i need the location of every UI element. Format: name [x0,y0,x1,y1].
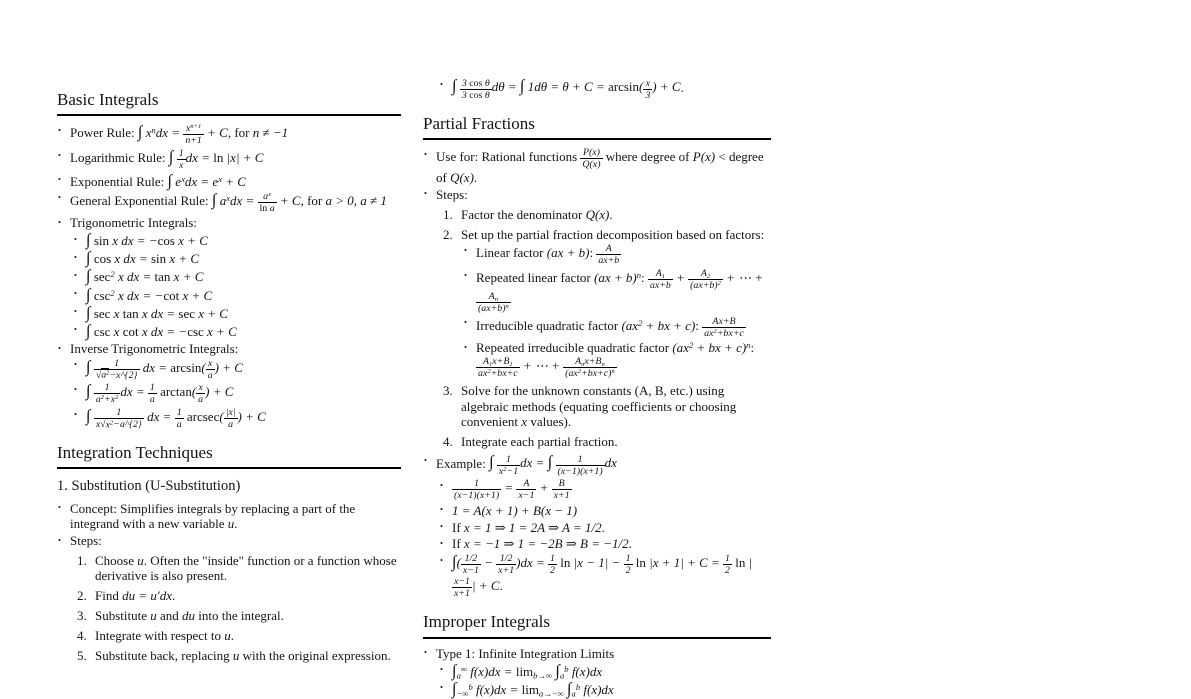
math-expression [702,315,746,339]
math-expression: ($ax^2$ + bx + c)$^n$ [672,340,751,356]
integral-sign: ∫ [452,552,457,572]
list-item-text: Linear factor (ax + b): $\frac{A}{ax+b}$ [476,243,620,267]
list-item-text [86,284,213,304]
math-expression: x = −1 ⇒ 1 = −2B ⇒ B = −1/2 [463,536,629,552]
list-item [423,187,771,449]
list-item-text [86,381,234,406]
math-expression: u [150,607,157,623]
math-expression: ∫ $\frac{1}{x√x^2-a\^{}\{2\}}$ dx = $\frac{1}{a}$ arcsec( $\frac{|x|}{a}$ ) + C [86,405,266,431]
list-item-text: Trigonometric Integrals: [70,215,197,231]
list-item [57,170,401,190]
fraction: $\frac{a^x}{\text{ln a}}$ [259,190,275,214]
fraction: $\frac{A_nx+B_n}{(ax^2+bx+c)^n}$ [565,355,615,379]
bullet-list [423,646,771,698]
fraction: $\frac{A}{x-1}$ [518,478,535,502]
list-item [57,191,401,214]
list-item-text: Example: ∫ $\frac{1}{x^2-1}$ dx = ∫ $\frac{1}{(x-1)(x+1)}$ dx [436,452,617,477]
list-item [436,434,771,449]
list-item-text: Inverse Trigonometric Integrals: [70,340,239,356]
list-item [436,207,771,222]
math-expression: x = 1 ⇒ 1 = 2A ⇒ A = 1/2 [463,519,602,535]
math-expression: 1 = A(x + 1) + B(x − 1) [452,502,578,518]
fraction: $\frac{1}{2}$ [625,553,631,577]
list-item [57,341,401,430]
list-item-text: Concept: Simplifies integrals by replacing a part of the integrand with a new variable u. [70,500,356,532]
integral-sign: ∫ [452,76,457,96]
fraction: $\frac{A_n}{(ax+b)^n}$ [478,291,509,315]
fraction: • $\frac{1}{(x-1)(x+1)}$ [454,478,500,502]
fraction: $\frac{x-1}{x+1}$ [454,576,470,600]
list-item [439,660,771,680]
math-expression: ∫ $\csc^2 x$ dx = −cot x + C [86,284,213,304]
math-expression: ∫ $\frac{1}{√a^2-x\^{}\{2\}}$ dx = arcsin( $\frac{x}{a}$ ) + C [86,356,243,381]
integral-sign: ∫ [86,284,91,304]
section-heading: Improper Integrals [423,612,771,638]
list-item [57,501,401,532]
list-item-text: Integrate with respect to u. [95,627,234,643]
math-expression: ∫ $\frac{1}{a^2+x^2}$ dx = $\frac{1}{a}$ arctan( $\frac{x}{a}$ ) + C [86,381,234,406]
math-expression [580,146,602,171]
integral-sign: ∫ [86,381,91,401]
list-item [463,268,771,314]
list-item-text: Substitute back, replacing u with the original expression. [95,647,391,663]
fraction: $\frac{A_1x+B_1}{ax^2+bx+c}$ [478,355,518,379]
integral-sign: ∫ [86,266,91,286]
list-item-text: General Exponential Rule: ∫ $a^xdx$ = $\frac{a^x}{\text{ln a}}$ + C, for a > 0, a ≠ 1 [70,189,387,214]
integral-sign: ∫ [86,320,91,340]
list-item-text [86,302,228,322]
fraction: $\frac{1}{2}$ [550,553,555,577]
list-item-text: Logarithmic Rule: ∫ $\frac{1}{x}$ dx = ln |x| + C [70,146,264,172]
list-item [57,148,401,171]
integral-sign: ∫ [566,678,572,698]
list-item [73,232,401,249]
fraction: $\frac{A_1}{ax+b}$ [649,267,671,292]
math-expression: $\int_a^\infty$ $f(x)dx = \lim_{b\to\infty} \int_a^b$ f(x)dx [452,660,603,680]
fraction: $\frac{1/2}{x+1}$ [498,553,515,577]
fraction: $\frac{|x|}{a}$ [225,407,236,431]
list-item [70,628,401,643]
fraction: $\frac{1/2}{x-1}$ [462,553,479,577]
list-item-text: Steps: [436,186,468,202]
math-expression: $\frac{A_1x+B_1}{ax^2+bx+c}$ + ⋯ + $\frac{A_nx+B_n}{(ax^2+bx+c)^n}$ [478,355,615,379]
list-item-text [86,230,208,250]
fraction: $\frac{\text{3 cos θ}}{\text{3 cos θ}}$ [461,77,490,101]
math-expression: ∫ $\frac{\text{3 cos θ}}{\text{3 cos θ}}$ dθ = ∫ 1dθ = θ + C = arcsin( $\frac{x}{3}$ ) + C [452,76,681,101]
math-expression: du [182,607,196,623]
list-item-text [86,248,200,268]
fraction: $\frac{1}{x√x^2-a\^{}\{2\}}$ [95,407,142,431]
math-expression: ∫ sin x dx = −cos x + C [86,230,208,250]
fraction: $\frac{1}{a^2+x^2}$ [95,382,119,406]
math-expression: ∫ $\sec^2 x$ dx = tan x + C [86,266,204,286]
math-expression: n ≠ −1 [252,125,289,141]
bullet-list [73,232,401,339]
section-heading: Partial Fractions [423,114,771,140]
list-item-text: If x = 1 ⇒ 1 = 2A ⇒ A = 1/2. [452,519,605,535]
fraction: $\frac{1}{2}$ [725,553,730,577]
list-item [73,358,401,381]
list-item [439,78,771,101]
list-item-text: Integrate each partial fraction. [461,433,618,449]
fraction: $\frac{1}{x^2-1}$ [498,453,519,477]
integral-sign: ∫ [86,248,91,268]
fraction: $\frac{x}{a}$ [207,357,213,381]
list-item-text [452,678,614,699]
math-expression: ∫ $e^xdx = e^x + C$ [167,170,246,190]
fraction: $\frac{Ax+B}{ax^2+bx+c}$ [704,315,744,339]
bullet-list [439,660,771,699]
math-expression: ∫ $x^ndx$ = $\frac{x^{n+1}}{n+1}$ + C [137,122,228,147]
fraction: $\frac{x^{n+1}}{n+1}$ [185,123,202,147]
list-item-text: Irreducible quadratic factor ($ax^2$ + bx + c): $\frac{Ax+B}{ax^2+bx+c}$ [476,315,744,339]
bullet-list [423,78,771,101]
list-item [70,648,401,663]
bullet-list [423,147,771,599]
list-item-text: Steps: [70,533,102,549]
math-expression: Q(x) [585,206,610,222]
integral-sign: ∫ [547,452,553,472]
list-item-text: ∫( $\frac{1/2}{x-1}$ − $\frac{1/2}{x+1}$ )dx = $\frac{1}{2}$ ln |x − 1| − $\frac{1}{2}$ ln |x + 1| + C = $\frac{1}{2}$ ln | $\frac{x-1}{x+1}$ | + C. [452,552,753,600]
list-item [439,536,771,551]
list-item [423,646,771,698]
list-item-text: Solve for the unknown constants (A, B, etc.) using algebraic methods (equating coefficients or choosing convenient x values). [461,383,737,429]
fraction: $\frac{P(x)}{Q(x)}$ [582,146,601,171]
ordered-list [70,553,401,663]
list-item-text: Choose u. Often the "inside" function or a function whose derivative is also present. [95,552,397,584]
fraction: $\frac{1}{(x-1)(x+1)}$ [557,453,603,477]
list-item [70,553,401,584]
math-expression: ∫ $\frac{1}{x}$ dx = ln |x| + C [168,146,264,172]
math-expression: ∫ sec x tan x dx = sec x + C [86,302,228,322]
math-expression: ∫ $\frac{1}{x^2-1}$ dx = ∫ $\frac{1}{(x-1)(x+1)}$ dx [489,452,617,477]
fraction: $\frac{1}{a}$ [176,407,182,431]
list-item [70,608,401,623]
math-expression: a > 0, a ≠ 1 [325,192,387,208]
section-heading: Basic Integrals [57,90,401,116]
math-expression: P(x) [692,148,716,164]
bullet-list [439,478,771,599]
list-item-text: ∫ $\frac{\text{3 cos θ}}{\text{3 cos θ}}$ dθ = ∫ 1dθ = θ + C = arcsin( $\frac{x}{3}$ ) + C. [452,76,684,101]
list-item [463,316,771,339]
list-item [423,454,771,600]
math-expression: $\frac{A_1}{ax+b}$ + $\frac{A_2}{(ax+b)^2}$ + ⋯ + $\frac{A_n}{(ax+b)^n}$ [478,267,764,315]
list-item-text: If x = −1 ⇒ 1 = −2B ⇒ B = −1/2. [452,536,632,552]
fraction: $\frac{x}{a}$ [198,382,204,406]
list-item-text: Repeated linear factor (ax + b)$^n$: $\frac{A_1}{ax+b}$ + $\frac{A_2}{(ax+b)^2}$ + ⋯ + $\frac{A_n}{(ax+b)^n}$ [476,267,764,315]
list-item-text [452,478,572,502]
integral-sign: ∫ [519,76,525,96]
list-item [439,503,771,518]
list-item-text: Repeated irreducible quadratic factor ($ax^2$ + bx + c)$^n$: $\frac{A_1x+B_1}{ax^2+bx+c}$ + ⋯ + $\frac{A_nx+B_n}{(ax^2+bx+c)^n}$ [476,340,755,379]
section-heading: Integration Techniques [57,443,401,469]
list-item [463,243,771,266]
integral-sign: ∫ [168,146,174,166]
bullet-list [73,358,401,430]
list-item-text: Substitute u and du into the integral. [95,607,284,623]
list-item [70,588,401,603]
math-expression: ($ax^2$ + bx + c) [621,317,696,333]
fraction: $\frac{A_2}{(ax+b)^2}$ [690,267,721,292]
list-item [423,147,771,185]
fraction: $\frac{1}{x}$ [178,147,184,172]
math-expression: ∫ csc x cot x dx = −csc x + C [86,320,237,340]
list-item-text: Use for: Rational functions $\frac{P(x)}{Q(x)}$ where degree of P(x) < degree of Q(x). [436,146,764,186]
list-item-text [86,320,237,340]
math-expression: ∫( $\frac{1/2}{x-1}$ − $\frac{1/2}{x+1}$ )dx = $\frac{1}{2}$ ln |x − 1| − $\frac{1}{2}$ ln |x + 1| + C = $\frac{1}{2}$ ln | $\frac{x-1}{x+1}$ | + C [452,552,753,600]
math-expression [596,243,621,267]
math-expression: du = u′dx [122,588,172,604]
math-expression: (ax + b) [546,245,590,261]
math-expression: • $\frac{1}{(x-1)(x+1)}$ = $\frac{A}{x-1}$ + $\frac{B}{x+1}$ [454,478,570,502]
math-expression: u [224,627,231,643]
list-item [73,320,401,340]
list-item-text: Power Rule: ∫ $x^ndx$ = $\frac{x^{n+1}}{n+1}$ + C, for n ≠ −1 [70,122,289,147]
fraction: $\frac{x}{3}$ [645,77,651,101]
math-expression: u [137,552,144,568]
list-item-text: Set up the partial fraction decomposition based on factors: [461,226,765,242]
list-item [57,123,401,146]
integral-sign: ∫ [452,678,457,698]
list-item [436,227,771,379]
list-item-text: Find du = u′dx. [95,588,176,604]
math-expression: ∫ $a^xdx$ = $\frac{a^x}{\text{ln a}}$ + C [211,189,301,214]
integral-sign: ∫ [86,405,91,425]
list-item-text: Factor the denominator Q(x). [461,206,613,222]
list-item-text: Exponential Rule: ∫ $e^xdx = e^x + C$ [70,170,246,190]
list-item [73,250,401,267]
math-expression: Q(x) [450,170,474,186]
fraction: $\frac{1}{a}$ [149,382,155,406]
list-item-text: Type 1: Infinite Integration Limits [436,645,615,661]
list-item [57,533,401,663]
list-item [439,678,771,699]
right-column [423,76,771,699]
integral-sign: ∫ [555,660,560,680]
list-item-text [86,356,243,381]
math-expression: $\int_{-\infty}^b$ $f(x)dx = \lim_{a\to-\infty} \int_a^b$ f(x)dx [452,678,614,699]
list-item-text [452,660,603,680]
list-item [73,302,401,322]
integral-sign: ∫ [167,170,173,190]
list-item [57,215,401,339]
list-item [436,383,771,429]
fraction: $\frac{1}{√a^2-x\^{}\{2\}}$ [95,357,138,381]
integral-sign: ∫ [86,356,91,376]
list-item-text [86,266,204,286]
list-item [73,268,401,285]
math-expression: ∫ cos x dx = sin x + C [86,248,200,268]
math-expression: (ax + b)$^n$ [594,269,642,285]
fraction: $\frac{A}{ax+b}$ [598,243,620,267]
math-expression: x [521,413,528,429]
list-item [439,520,771,535]
left-column [57,90,401,667]
integral-sign: ∫ [489,452,494,472]
fraction: $\frac{B}{x+1}$ [553,478,570,502]
list-item [73,284,401,304]
bullet-list [463,243,771,378]
integral-sign: ∫ [452,660,457,680]
list-item [73,407,401,430]
list-item [439,478,771,501]
integral-sign: ∫ [137,122,143,142]
integral-sign: ∫ [86,230,91,250]
list-item [73,382,401,405]
list-item [439,553,771,599]
subsection-heading: 1. Substitution (U-Substitution) [57,478,241,495]
list-item-text [86,405,266,431]
ordered-list [436,207,771,449]
bullet-list [57,123,401,430]
math-expression: u [227,516,235,532]
integral-sign: ∫ [211,189,217,209]
math-expression: u [232,647,240,663]
list-item-text [452,503,577,518]
bullet-list [57,501,401,663]
list-item [463,340,771,378]
integral-sign: ∫ [86,302,91,322]
